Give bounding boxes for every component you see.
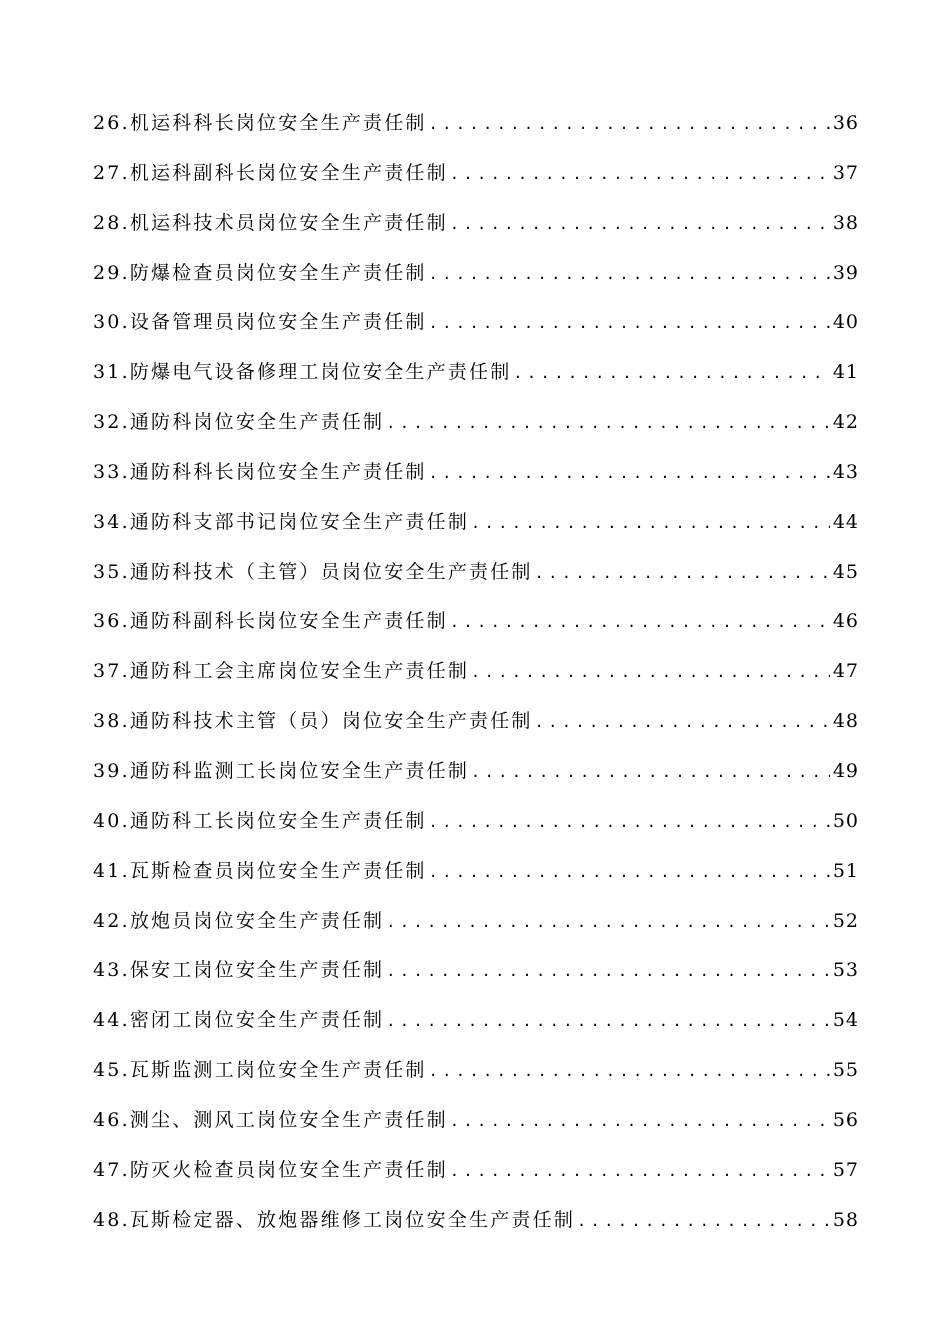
toc-entry-title: 29.防爆检查员岗位安全生产责任制 <box>93 261 427 284</box>
toc-entry[interactable] <box>93 1105 859 1155</box>
toc-entry-page-number: 42 <box>832 411 859 434</box>
toc-entry[interactable] <box>93 208 859 258</box>
toc-leader-dots <box>450 165 830 183</box>
toc-entry-page-number: 39 <box>832 261 859 284</box>
toc-entry-title: 43.保安工岗位安全生产责任制 <box>93 959 385 982</box>
toc-entry-title: 44.密闭工岗位安全生产责任制 <box>93 1009 385 1032</box>
toc-entry-page-number: 45 <box>832 560 859 583</box>
toc-entry-title: 37.通防科工会主席岗位安全生产责任制 <box>93 660 470 683</box>
toc-entry-title: 32.通防科岗位安全生产责任制 <box>93 411 385 434</box>
toc-entry-title: 34.通防科支部书记岗位安全生产责任制 <box>93 510 470 533</box>
toc-entry[interactable] <box>93 856 859 906</box>
toc-entry-page-number: 52 <box>832 909 859 932</box>
toc-entry-page-number: 38 <box>832 211 859 234</box>
toc-entry-page-number: 40 <box>832 311 859 334</box>
toc-leader-dots <box>471 763 830 781</box>
toc-entry-title: 40.通防科工长岗位安全生产责任制 <box>93 809 427 832</box>
toc-leader-dots <box>429 863 830 881</box>
toc-entry-title: 45.瓦斯监测工岗位安全生产责任制 <box>93 1059 427 1082</box>
toc-entry-title: 27.机运科副科长岗位安全生产责任制 <box>93 161 448 184</box>
toc-leader-dots <box>429 464 830 482</box>
toc-entry-title: 36.通防科副科长岗位安全生产责任制 <box>93 610 448 633</box>
toc-leader-dots <box>429 115 830 133</box>
toc-entry-title: 26.机运科科长岗位安全生产责任制 <box>93 112 427 134</box>
toc-leader-dots <box>386 1012 830 1030</box>
toc-entry-title: 30.设备管理员岗位安全生产责任制 <box>93 311 427 334</box>
toc-entry-page-number: 46 <box>832 610 859 633</box>
toc-entry[interactable] <box>93 357 859 407</box>
toc-leader-dots <box>577 1212 830 1230</box>
toc-entry-title: 33.通防科科长岗位安全生产责任制 <box>93 460 427 483</box>
toc-leader-dots <box>450 215 830 233</box>
toc-entry[interactable] <box>93 507 859 557</box>
toc-entry-page-number: 43 <box>832 460 859 483</box>
toc-entry[interactable] <box>93 806 859 856</box>
toc-leader-dots <box>429 265 830 283</box>
toc-entry-title: 39.通防科监测工长岗位安全生产责任制 <box>93 759 470 782</box>
toc-entry-page-number: 57 <box>832 1158 859 1181</box>
toc-entry[interactable] <box>93 407 859 457</box>
toc-entry[interactable] <box>93 1055 859 1105</box>
toc-entry[interactable] <box>93 557 859 607</box>
toc-entry-title: 46.测尘、测风工岗位安全生产责任制 <box>93 1108 448 1131</box>
toc-entry-page-number: 36 <box>832 112 859 134</box>
toc-entry-title: 47.防灭火检查员岗位安全生产责任制 <box>93 1158 448 1181</box>
toc-entry-title: 31.防爆电气设备修理工岗位安全生产责任制 <box>93 361 512 384</box>
toc-leader-dots <box>429 1062 830 1080</box>
toc-entry[interactable] <box>93 258 859 308</box>
toc-entry[interactable] <box>93 906 859 956</box>
toc-entry[interactable] <box>93 457 859 507</box>
toc-entry-page-number: 47 <box>832 660 859 683</box>
toc-entry-page-number: 58 <box>832 1208 859 1231</box>
toc-entry[interactable] <box>93 307 859 357</box>
toc-entry-page-number: 51 <box>832 859 859 882</box>
toc-leader-dots <box>450 1112 830 1130</box>
toc-leader-dots <box>429 813 830 831</box>
toc-leader-dots <box>386 913 830 931</box>
toc-entry-title: 48.瓦斯检定器、放炮器维修工岗位安全生产责任制 <box>93 1208 576 1231</box>
toc-leader-dots <box>450 613 830 631</box>
toc-leader-dots <box>450 1162 830 1180</box>
toc-entry-page-number: 50 <box>832 809 859 832</box>
toc-entry-title: 28.机运科技术员岗位安全生产责任制 <box>93 211 448 234</box>
toc-entry[interactable] <box>93 158 859 208</box>
toc-entry-page-number: 49 <box>832 759 859 782</box>
toc-leader-dots <box>386 962 830 980</box>
toc-entry[interactable] <box>93 108 859 158</box>
toc-entry[interactable] <box>93 706 859 756</box>
toc-leader-dots <box>471 663 830 681</box>
toc-entry-page-number: 41 <box>832 361 859 384</box>
toc-leader-dots <box>429 314 830 332</box>
toc-entry[interactable] <box>93 1155 859 1205</box>
toc-entry-page-number: 48 <box>832 710 859 733</box>
toc-leader-dots <box>535 713 830 731</box>
toc-leader-dots <box>471 514 830 532</box>
table-of-contents <box>93 108 859 1254</box>
toc-entry-page-number: 44 <box>832 510 859 533</box>
toc-entry-page-number: 55 <box>832 1059 859 1082</box>
toc-entry-page-number: 37 <box>832 161 859 184</box>
toc-entry[interactable] <box>93 955 859 1005</box>
toc-entry[interactable] <box>93 1005 859 1055</box>
toc-leader-dots <box>386 414 830 432</box>
toc-entry[interactable] <box>93 756 859 806</box>
toc-entry[interactable] <box>93 656 859 706</box>
toc-entry[interactable] <box>93 606 859 656</box>
toc-entry-page-number: 54 <box>832 1009 859 1032</box>
toc-entry-title: 41.瓦斯检查员岗位安全生产责任制 <box>93 859 427 882</box>
toc-entry[interactable] <box>93 1205 859 1255</box>
toc-entry-title: 38.通防科技术主管（员）岗位安全生产责任制 <box>93 710 533 733</box>
toc-leader-dots <box>535 564 830 582</box>
toc-leader-dots <box>513 364 829 382</box>
toc-entry-title: 42.放炮员岗位安全生产责任制 <box>93 909 385 932</box>
toc-entry-page-number: 56 <box>832 1108 859 1131</box>
toc-entry-title: 35.通防科技术（主管）员岗位安全生产责任制 <box>93 560 533 583</box>
toc-entry-page-number: 53 <box>832 959 859 982</box>
